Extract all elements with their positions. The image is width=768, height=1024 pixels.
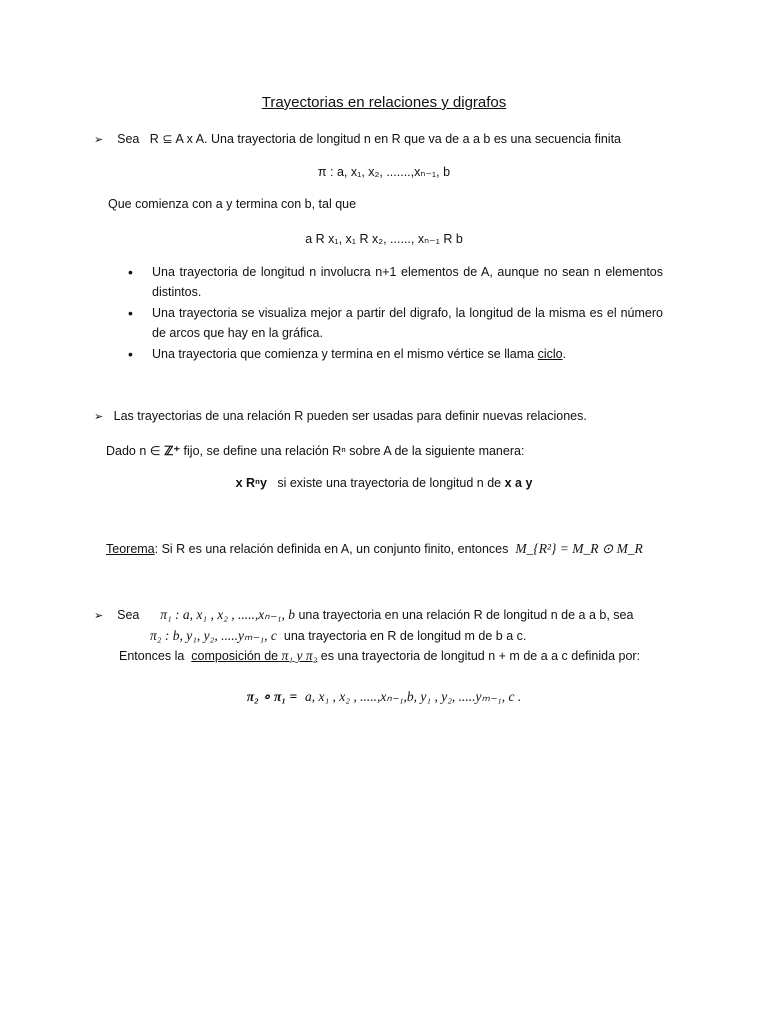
pi1-text: una trayectoria en una relación R de longitud n de a a b, sea bbox=[298, 608, 634, 622]
arrow-bullet-icon: ➢ bbox=[94, 134, 104, 146]
bullet-text: Una trayectoria que comienza y termina en el mismo vértice se llama bbox=[152, 347, 535, 361]
section2-text: Las trayectorias de una relación R pueden ser usadas para definir nuevas relaciones. bbox=[113, 409, 587, 423]
composicion-phrase: composición de π₁ y π₂ bbox=[191, 648, 318, 663]
pi-formula: π : a, x₁, x₂, .......,xₙ₋₁, b bbox=[317, 165, 451, 179]
pi1-formula: π₁ : a, x₁ , x₂ , .....,xₙ₋₁, b bbox=[160, 607, 295, 622]
section1-sea: Sea bbox=[117, 132, 140, 146]
section1-relation: R ⊆ A x A. bbox=[149, 132, 208, 146]
pi-y-pi: π₁ y π₂ bbox=[281, 648, 318, 663]
bullet-text: Una trayectoria se visualiza mejor a partir del digrafo, la longitud de la misma es el número de arcos que hay en la gráfica. bbox=[152, 306, 663, 340]
section1-line bbox=[94, 131, 621, 146]
list-item bbox=[128, 262, 663, 302]
dado-line bbox=[106, 443, 524, 458]
bullet-list bbox=[128, 262, 663, 365]
list-item bbox=[128, 303, 663, 343]
z-plus: ℤ⁺ bbox=[164, 444, 181, 458]
teorema-line bbox=[106, 541, 643, 557]
entonces-rest: es una trayectoria de longitud n + m de a a c definida por: bbox=[320, 649, 641, 663]
section3-line3 bbox=[119, 648, 640, 664]
arrow-bullet-icon: ➢ bbox=[94, 411, 104, 423]
teorema-formula: M_{R²} = M_R ⊙ M_R bbox=[515, 541, 643, 556]
xy: x a y bbox=[504, 476, 533, 490]
teorema-text: : Si R es una relación definida en A, un conjunto finito, entonces bbox=[154, 542, 509, 556]
dado-text: Dado n ∈ bbox=[106, 444, 161, 458]
section3-sea: Sea bbox=[117, 608, 140, 622]
ciclo-word: ciclo bbox=[537, 347, 563, 361]
section3-line2 bbox=[150, 628, 526, 644]
xrny: x Rⁿy bbox=[235, 476, 267, 490]
list-item bbox=[128, 344, 663, 364]
dado-rest: fijo, se define una relación Rⁿ sobre A de la siguiente manera: bbox=[183, 444, 525, 458]
bullet-text: Una trayectoria de longitud n involucra n+1 elementos de A, aunque no sean n elementos distintos. bbox=[152, 265, 663, 299]
bullet-dot-icon: • bbox=[128, 346, 133, 362]
xrny-text: si existe una trayectoria de longitud n de bbox=[277, 476, 502, 490]
bullet-period: . bbox=[562, 347, 567, 361]
que-comienza: Que comienza con a y termina con b, tal que bbox=[108, 197, 357, 211]
section3-line1 bbox=[94, 607, 633, 623]
page-title: Trayectorias en relaciones y digrafos bbox=[261, 94, 507, 111]
teorema-label: Teorema bbox=[106, 542, 155, 556]
section2-line bbox=[94, 409, 587, 423]
xrny-line bbox=[0, 476, 768, 490]
section1-text: Una trayectoria de longitud n en R que va de a a b es una secuencia finita bbox=[211, 132, 622, 146]
pi2-text: una trayectoria en R de longitud m de b a c. bbox=[283, 629, 527, 643]
composition-rhs: a, x₁ , x₂ , .....,xₙ₋₁,b, y₁ , y₂, .....yₘ₋₁, c . bbox=[304, 689, 522, 704]
composition-lhs: π₂ ∘ π₁ = bbox=[246, 689, 298, 704]
composition-formula bbox=[0, 688, 768, 705]
pi2-formula: π₂ : b, y₁, y₂, .....yₘ₋₁, c bbox=[150, 628, 277, 643]
entonces-text: Entonces la bbox=[119, 649, 185, 663]
relation-chain: a R x₁, x₁ R x₂, ......, xₙ₋₁ R b bbox=[305, 232, 463, 246]
bullet-dot-icon: • bbox=[128, 264, 133, 280]
arrow-bullet-icon: ➢ bbox=[94, 610, 104, 622]
bullet-dot-icon: • bbox=[128, 305, 133, 321]
